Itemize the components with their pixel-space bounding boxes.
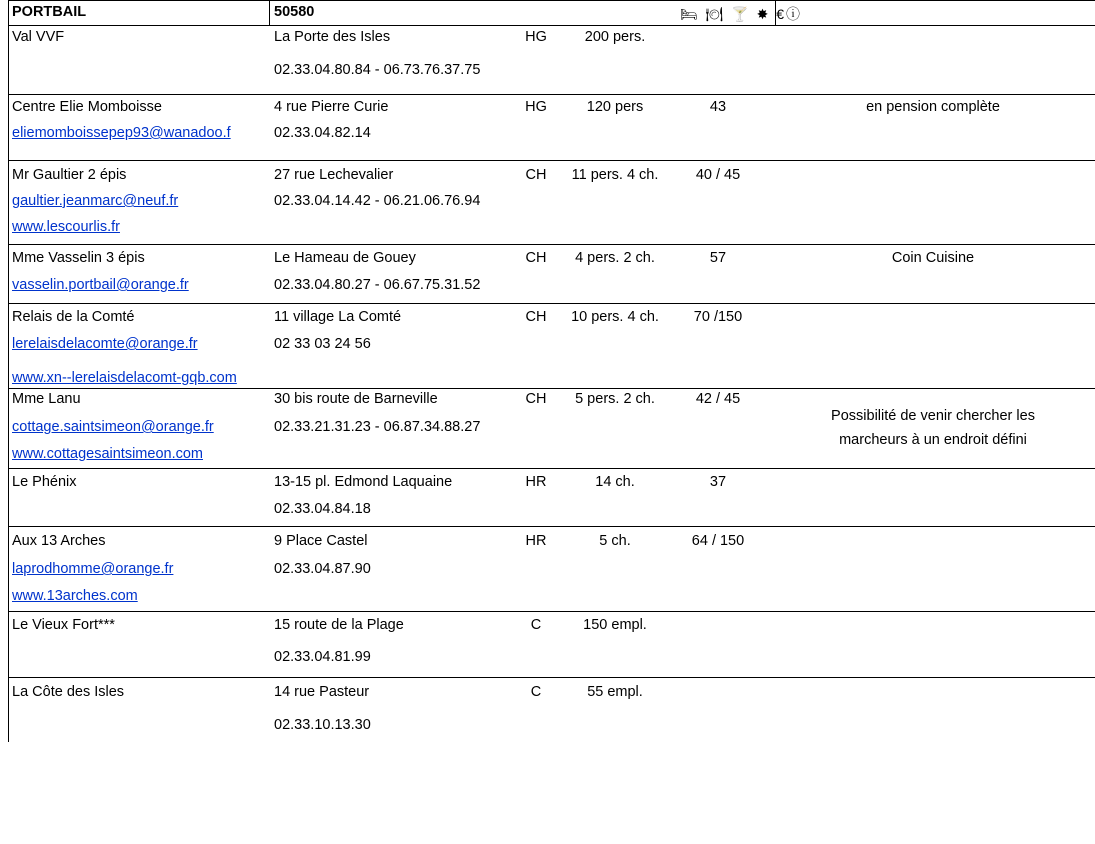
listing-row [8,95,1095,161]
listing-note-continued: marcheurs à un endroit défini [839,432,1027,448]
listing-name: Mme Vasselin 3 épis [12,250,145,266]
left-border [8,469,9,526]
listing-name: Aux 13 Arches [12,533,106,549]
left-border [8,527,9,611]
listing-name: Centre Elie Momboisse [12,99,162,115]
website-link[interactable]: www.lescourlis.fr [12,219,120,235]
listing-row [8,612,1095,678]
left-border [8,161,9,244]
email-link[interactable]: lerelaisdelacomte@orange.fr [12,336,198,352]
website-link[interactable]: www.13arches.com [12,588,138,604]
listing-type: HR [525,474,547,490]
listing-phone: 02.33.04.82.14 [274,125,371,141]
listing-address: 13-15 pl. Edmond Laquaine [274,474,453,490]
listing-capacity: 120 pers [586,99,644,115]
listing-phone: 02.33.04.80.84 - 06.73.76.37.75 [274,62,481,78]
listing-phone: 02.33.10.13.30 [274,717,371,733]
listing-address: La Porte des Isles [274,29,391,45]
listing-address: Le Hameau de Gouey [274,250,416,266]
website-link[interactable]: www.xn--lerelaisdelacomt-gqb.com [12,370,237,386]
listing-capacity: 14 ch. [595,474,635,490]
listing-phone: 02.33.04.84.18 [274,501,371,517]
listing-capacity: 10 pers. 4 ch. [571,309,659,325]
email-link[interactable]: gaultier.jeanmarc@neuf.fr [12,193,179,209]
listing-price: 43 [709,99,727,115]
listing-capacity: 5 pers. 2 ch. [575,391,655,407]
left-border [8,304,9,368]
listing-phone: 02.33.04.81.99 [274,649,371,665]
listing-row [8,527,1095,612]
listing-address: 30 bis route de Barneville [274,391,438,407]
listing-capacity: 5 ch. [599,533,631,549]
listing-row [8,161,1095,245]
column-divider [269,1,270,25]
listing-row [8,304,1095,368]
listing-row [8,678,1095,742]
listing-phone: 02.33.04.14.42 - 06.21.06.76.94 [274,193,481,209]
left-border [8,26,9,94]
listing-note: Coin Cuisine [891,250,975,266]
email-link[interactable]: eliemomboissepep93@wanadoo.f [12,125,231,141]
listing-name: Mr Gaultier 2 épis [12,167,127,183]
listing-name: La Côte des Isles [12,684,125,700]
listing-note: en pension complète [866,99,1000,115]
listing-row-continued [8,368,1095,389]
listing-address: 15 route de la Plage [274,617,404,633]
left-border [8,612,9,677]
listing-address: 27 rue Lechevalier [274,167,394,183]
listing-row [8,388,1095,469]
legend-icons: 🛏 🍽 🍸 ✸ €ⓘ [680,6,803,22]
left-border [8,388,9,468]
listing-price: 57 [709,250,727,266]
listing-address: 11 village La Comté [274,309,402,325]
listing-capacity: 55 empl. [587,684,643,700]
listing-price: 42 / 45 [695,391,741,407]
listing-note: Possibilité de venir chercher les [831,408,1035,424]
email-link[interactable]: laprodhomme@orange.fr [12,561,174,577]
listing-row [8,469,1095,527]
listing-name: Le Vieux Fort*** [12,617,115,633]
listing-name: Le Phénix [12,474,77,490]
listing-type: HG [525,29,547,45]
listing-row [8,245,1095,304]
listing-capacity: 4 pers. 2 ch. [575,250,655,266]
left-border [8,678,9,742]
left-border [8,368,9,389]
listing-address: 9 Place Castel [274,533,368,549]
website-link[interactable]: www.cottagesaintsimeon.com [12,446,203,462]
listing-price: 70 /150 [693,309,743,325]
listing-capacity: 11 pers. 4 ch. [571,167,659,183]
email-link[interactable]: vasselin.portbail@orange.fr [12,277,189,293]
accommodation-listing [8,0,1095,742]
listing-price: 40 / 45 [695,167,741,183]
listing-name: Mme Lanu [12,391,81,407]
listing-capacity: 200 pers. [584,29,646,45]
town-name: PORTBAIL [12,4,87,20]
listing-type: CH [525,391,547,407]
listing-type: CH [525,167,547,183]
listing-phone: 02.33.04.87.90 [274,561,371,577]
left-border [8,245,9,303]
left-border [8,95,9,160]
listing-phone: 02 33 03 24 56 [274,336,371,352]
listing-row [8,26,1095,95]
listing-type: C [530,617,542,633]
left-border [8,1,9,25]
listing-address: 14 rue Pasteur [274,684,370,700]
listing-name: Relais de la Comté [12,309,135,325]
header-row [8,0,1095,26]
listing-type: CH [525,250,547,266]
listing-capacity: 150 empl. [583,617,647,633]
postcode: 50580 [274,4,315,20]
listing-phone: 02.33.21.31.23 - 06.87.34.88.27 [274,419,481,435]
listing-type: HG [525,99,547,115]
listing-address: 4 rue Pierre Curie [274,99,389,115]
listing-price: 64 / 150 [691,533,745,549]
email-link[interactable]: cottage.saintsimeon@orange.fr [12,419,214,435]
listing-type: C [530,684,542,700]
listing-phone: 02.33.04.80.27 - 06.67.75.31.52 [274,277,481,293]
listing-price: 37 [709,474,727,490]
listing-name: Val VVF [12,29,65,45]
listing-type: CH [525,309,547,325]
listing-type: HR [525,533,547,549]
